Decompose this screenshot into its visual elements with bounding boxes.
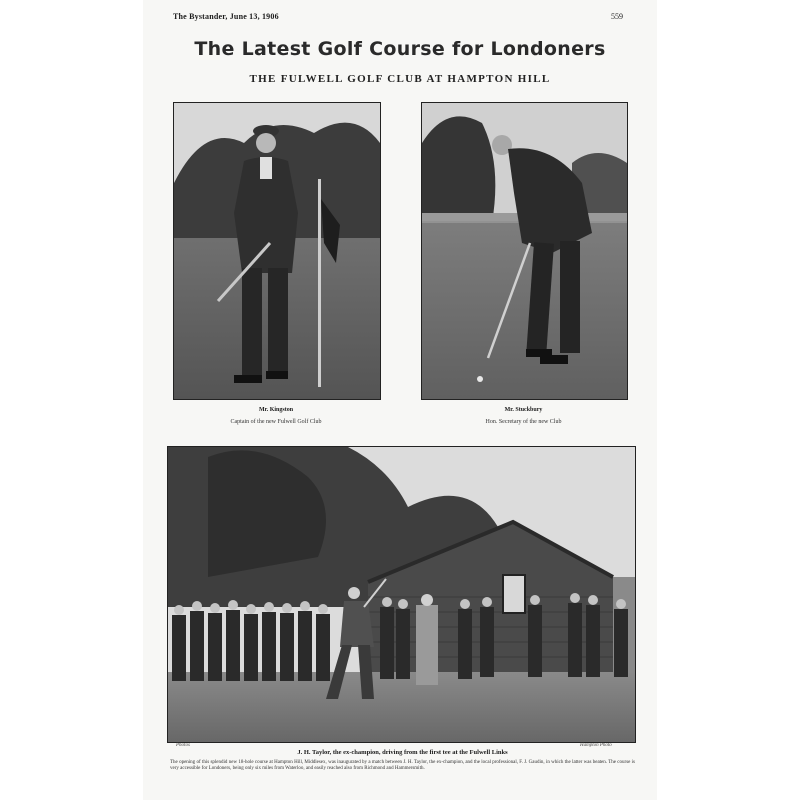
photo-taylor-driving <box>167 446 636 743</box>
photo-secretary-description: Hon. Secretary of the new Club <box>485 419 562 425</box>
photo-credit-right: Hampton Photo <box>580 743 612 748</box>
photo-captain-name: Mr. Kingston <box>258 407 294 413</box>
photo-credit-left: Photos <box>176 743 190 748</box>
main-photo-caption: J. H. Taylor, the ex-champion, driving from the first tee at the Fulwell Links <box>297 749 508 756</box>
article-title: The Latest Golf Course for Londoners <box>194 38 606 60</box>
photo-captain-description: Captain of the new Fulwell Golf Club <box>230 419 322 425</box>
photo-secretary <box>421 102 628 400</box>
photo-secretary-name: Mr. Stuckbury <box>504 407 543 413</box>
page-number: 559 <box>611 12 623 21</box>
running-head: The Bystander, June 13, 1906 <box>173 12 279 21</box>
photo-captain <box>173 102 381 400</box>
article-subtitle: THE FULWELL GOLF CLUB AT HAMPTON HILL <box>249 73 551 85</box>
article-body-text: The opening of this splendid new 18-hole course at Hampton Hill, Middlesex, was inaugurated by a match between J. H. Taylor, the ex-champion, and the local professional, F. J. Gaudin, in which the latter was beaten. The course is very accessible for Londoners, being only six miles from Waterloo, and easily reached also from Richmond and Hammersmith. <box>170 760 635 771</box>
